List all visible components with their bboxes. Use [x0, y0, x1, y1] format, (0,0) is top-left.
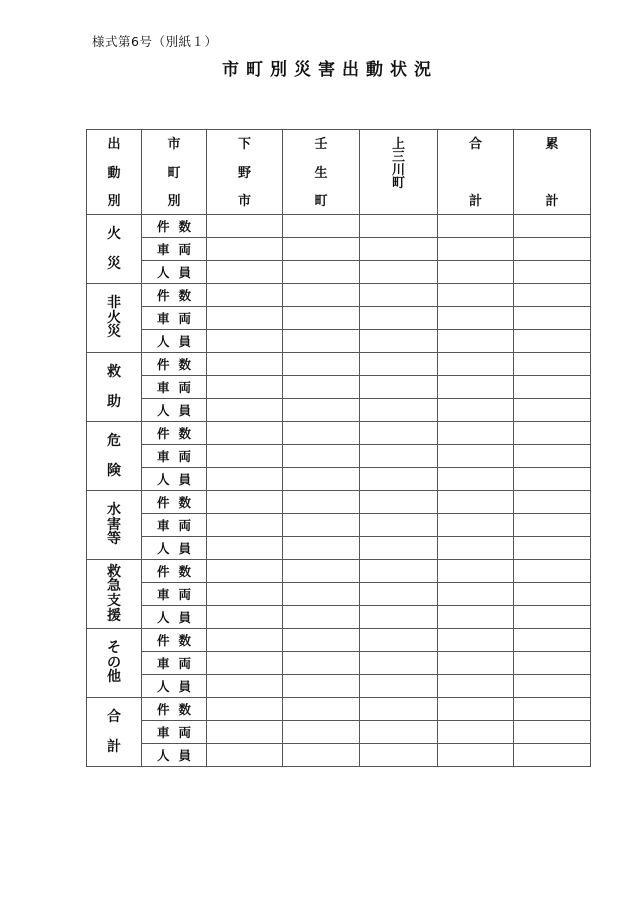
header-char: 三: [391, 150, 405, 165]
category-label: [87, 426, 141, 486]
table-row: [87, 468, 591, 491]
muni-0-stack: [207, 130, 282, 214]
value-cell[interactable]: [283, 606, 360, 629]
sub-row-label: 件数: [142, 353, 207, 376]
value-cell[interactable]: [514, 698, 591, 721]
value-cell[interactable]: [514, 721, 591, 744]
value-cell[interactable]: [360, 491, 438, 514]
value-cell[interactable]: [283, 307, 360, 330]
value-cell[interactable]: [207, 284, 283, 307]
value-cell[interactable]: [360, 284, 438, 307]
table-row: [87, 744, 591, 767]
header-shimotsuke: [207, 130, 283, 215]
header-total: [438, 130, 514, 215]
value-cell[interactable]: [360, 445, 438, 468]
value-cell[interactable]: [283, 399, 360, 422]
form-label: 様式第6号（別紙１）: [92, 34, 218, 49]
table-row: [87, 261, 591, 284]
table-row: [87, 514, 591, 537]
header-char: 野: [237, 165, 251, 181]
header-kaminokawa: [360, 130, 438, 215]
value-cell[interactable]: [283, 537, 360, 560]
value-cell[interactable]: [283, 215, 360, 238]
category-cell: [87, 698, 142, 767]
value-cell[interactable]: [360, 238, 438, 261]
table-row: [87, 583, 591, 606]
value-cell[interactable]: [360, 330, 438, 353]
value-cell[interactable]: [360, 537, 438, 560]
sub-row-label: 車両: [142, 307, 207, 330]
value-cell[interactable]: [360, 422, 438, 445]
sub-row-label: 車両: [142, 514, 207, 537]
value-cell[interactable]: [360, 376, 438, 399]
sub-row-label: 人員: [142, 606, 207, 629]
table-row: [87, 537, 591, 560]
category-char: 等: [107, 531, 121, 548]
value-cell[interactable]: [514, 376, 591, 399]
header-char: 市: [237, 194, 251, 209]
header-char: 町: [167, 165, 181, 181]
value-cell[interactable]: [514, 468, 591, 491]
muni-2-stack: [360, 130, 437, 214]
sub-row-label: 件数: [142, 215, 207, 238]
header-char: 出: [107, 137, 121, 152]
value-cell[interactable]: [207, 721, 283, 744]
category-label: [87, 641, 141, 685]
category-char: 支: [107, 593, 121, 609]
sub-row-label: 人員: [142, 744, 207, 767]
category-cell: [87, 560, 142, 629]
value-cell[interactable]: [438, 698, 514, 721]
cumulative-header-stack: [514, 130, 590, 214]
header-mibu: [283, 130, 360, 215]
table-row: [87, 606, 591, 629]
value-cell[interactable]: [514, 537, 591, 560]
value-cell[interactable]: [360, 514, 438, 537]
sub-row-label: 人員: [142, 468, 207, 491]
value-cell[interactable]: [360, 560, 438, 583]
value-cell[interactable]: [360, 744, 438, 767]
category-label: [87, 702, 141, 762]
value-cell[interactable]: [514, 399, 591, 422]
table-row: [87, 698, 591, 721]
value-cell[interactable]: [360, 215, 438, 238]
table-row: [87, 215, 591, 238]
value-cell[interactable]: [438, 514, 514, 537]
value-cell[interactable]: [207, 652, 283, 675]
sub-row-label: 車両: [142, 445, 207, 468]
table-row: [87, 491, 591, 514]
value-cell[interactable]: [514, 514, 591, 537]
sub-row-label: 人員: [142, 537, 207, 560]
value-cell[interactable]: [438, 721, 514, 744]
table-row: [87, 353, 591, 376]
value-cell[interactable]: [207, 330, 283, 353]
value-cell[interactable]: [438, 399, 514, 422]
category-char: 合: [107, 709, 121, 725]
category-char: 急: [107, 578, 121, 595]
header-char: 壬: [314, 137, 328, 152]
value-cell[interactable]: [438, 307, 514, 330]
sub-row-label: 車両: [142, 238, 207, 261]
value-cell[interactable]: [207, 698, 283, 721]
category-cell: [87, 491, 142, 560]
value-cell[interactable]: [283, 353, 360, 376]
table-row: [87, 675, 591, 698]
category-cell: [87, 215, 142, 284]
value-cell[interactable]: [360, 652, 438, 675]
value-cell[interactable]: [514, 445, 591, 468]
category-char: 救: [107, 364, 121, 380]
category-char: 害: [107, 516, 121, 533]
value-cell[interactable]: [283, 445, 360, 468]
value-cell[interactable]: [283, 491, 360, 514]
category-char: 火: [107, 226, 121, 242]
value-cell[interactable]: [207, 560, 283, 583]
value-cell[interactable]: [438, 238, 514, 261]
value-cell[interactable]: [438, 675, 514, 698]
category-cell: [87, 422, 142, 491]
value-cell[interactable]: [207, 376, 283, 399]
category-cell: [87, 284, 142, 353]
value-cell[interactable]: [283, 698, 360, 721]
category-label: [87, 503, 141, 547]
header-char: 累: [545, 137, 559, 152]
value-cell[interactable]: [438, 560, 514, 583]
value-cell[interactable]: [360, 261, 438, 284]
value-cell[interactable]: [360, 307, 438, 330]
category-label: [87, 357, 141, 417]
value-cell[interactable]: [283, 376, 360, 399]
header-char: 合: [468, 137, 482, 152]
value-cell[interactable]: [207, 629, 283, 652]
value-cell[interactable]: [438, 215, 514, 238]
col2-header-stack: [142, 130, 206, 214]
category-char: そ: [107, 639, 121, 656]
table-row: [87, 652, 591, 675]
value-cell[interactable]: [207, 399, 283, 422]
sub-row-label: 件数: [142, 422, 207, 445]
value-cell[interactable]: [207, 675, 283, 698]
value-cell[interactable]: [360, 721, 438, 744]
category-char: 災: [107, 324, 121, 341]
value-cell[interactable]: [514, 330, 591, 353]
value-cell[interactable]: [360, 629, 438, 652]
total-header-stack: [438, 130, 513, 214]
table-row: [87, 238, 591, 261]
value-cell[interactable]: [283, 675, 360, 698]
sub-row-label: 車両: [142, 376, 207, 399]
value-cell[interactable]: [438, 422, 514, 445]
header-char: 別: [167, 194, 181, 209]
value-cell[interactable]: [360, 675, 438, 698]
sub-row-label: 件数: [142, 491, 207, 514]
value-cell[interactable]: [438, 583, 514, 606]
category-char: 他: [107, 669, 121, 686]
value-cell[interactable]: [283, 629, 360, 652]
value-cell[interactable]: [207, 514, 283, 537]
category-char: 救: [107, 563, 121, 580]
sub-row-label: 件数: [142, 629, 207, 652]
table-row: [87, 629, 591, 652]
value-cell[interactable]: [514, 675, 591, 698]
value-cell[interactable]: [438, 284, 514, 307]
value-cell[interactable]: [438, 744, 514, 767]
value-cell[interactable]: [207, 537, 283, 560]
value-cell[interactable]: [514, 307, 591, 330]
category-cell: [87, 629, 142, 698]
header-dispatch-type: [87, 130, 142, 215]
value-cell[interactable]: [514, 606, 591, 629]
value-cell[interactable]: [514, 261, 591, 284]
header-char: 計: [468, 194, 482, 209]
header-char: 生: [314, 165, 328, 181]
category-char: 水: [107, 501, 121, 518]
table-row: [87, 721, 591, 744]
table-row: [87, 376, 591, 399]
category-char: 災: [107, 256, 121, 272]
value-cell[interactable]: [514, 353, 591, 376]
sub-row-label: 人員: [142, 675, 207, 698]
value-cell[interactable]: [438, 376, 514, 399]
value-cell[interactable]: [514, 560, 591, 583]
header-char: 別: [107, 194, 121, 209]
category-char: 険: [107, 463, 121, 479]
category-char: 助: [107, 394, 121, 410]
header-char: 動: [107, 165, 121, 181]
value-cell[interactable]: [283, 284, 360, 307]
category-label: [87, 296, 141, 340]
sub-row-label: 車両: [142, 721, 207, 744]
table-row: [87, 330, 591, 353]
table-row: [87, 422, 591, 445]
value-cell[interactable]: [283, 560, 360, 583]
value-cell[interactable]: [283, 238, 360, 261]
value-cell[interactable]: [207, 238, 283, 261]
value-cell[interactable]: [207, 491, 283, 514]
value-cell[interactable]: [514, 652, 591, 675]
sub-row-label: 件数: [142, 698, 207, 721]
value-cell[interactable]: [283, 721, 360, 744]
value-cell[interactable]: [283, 514, 360, 537]
table-row: [87, 560, 591, 583]
value-cell[interactable]: [438, 491, 514, 514]
category-char: 援: [107, 607, 121, 624]
sub-row-label: 件数: [142, 284, 207, 307]
header-char: 町: [391, 176, 405, 191]
value-cell[interactable]: [514, 215, 591, 238]
value-cell[interactable]: [438, 330, 514, 353]
category-cell: [87, 353, 142, 422]
value-cell[interactable]: [283, 261, 360, 284]
table-body: [87, 215, 591, 767]
value-cell[interactable]: [514, 422, 591, 445]
value-cell[interactable]: [514, 744, 591, 767]
header-char: 川: [391, 163, 405, 178]
value-cell[interactable]: [360, 698, 438, 721]
value-cell[interactable]: [283, 468, 360, 491]
value-cell[interactable]: [207, 215, 283, 238]
value-cell[interactable]: [438, 537, 514, 560]
value-cell[interactable]: [207, 307, 283, 330]
value-cell[interactable]: [207, 468, 283, 491]
value-cell[interactable]: [207, 606, 283, 629]
header-row: [87, 130, 591, 215]
value-cell[interactable]: [514, 491, 591, 514]
value-cell[interactable]: [360, 606, 438, 629]
value-cell[interactable]: [283, 744, 360, 767]
header-cumulative: [514, 130, 591, 215]
category-char: 火: [107, 309, 121, 326]
sub-row-label: 車両: [142, 583, 207, 606]
value-cell[interactable]: [283, 330, 360, 353]
value-cell[interactable]: [438, 445, 514, 468]
value-cell[interactable]: [360, 399, 438, 422]
muni-1-stack: [283, 130, 359, 214]
value-cell[interactable]: [207, 261, 283, 284]
sub-row-label: 車両: [142, 652, 207, 675]
value-cell[interactable]: [283, 652, 360, 675]
table-row: [87, 307, 591, 330]
value-cell[interactable]: [438, 468, 514, 491]
value-cell[interactable]: [283, 422, 360, 445]
table-row: [87, 445, 591, 468]
value-cell[interactable]: [438, 606, 514, 629]
category-label: [87, 565, 141, 624]
category-char: 非: [107, 294, 121, 311]
value-cell[interactable]: [360, 583, 438, 606]
value-cell[interactable]: [360, 353, 438, 376]
table-row: [87, 399, 591, 422]
value-cell[interactable]: [438, 261, 514, 284]
header-char: 計: [545, 194, 559, 209]
value-cell[interactable]: [207, 445, 283, 468]
category-label: [87, 219, 141, 279]
table-row: [87, 284, 591, 307]
value-cell[interactable]: [514, 238, 591, 261]
value-cell[interactable]: [207, 422, 283, 445]
value-cell[interactable]: [207, 353, 283, 376]
value-cell[interactable]: [360, 468, 438, 491]
value-cell[interactable]: [438, 629, 514, 652]
dispatch-table: [86, 129, 591, 767]
col1-header-stack: [87, 130, 141, 214]
value-cell[interactable]: [283, 583, 360, 606]
sub-row-label: 人員: [142, 261, 207, 284]
category-char: の: [107, 654, 121, 671]
header-char: 下: [237, 137, 251, 152]
header-municipality: [142, 130, 207, 215]
value-cell[interactable]: [207, 744, 283, 767]
category-char: 危: [107, 433, 121, 449]
category-char: 計: [107, 739, 121, 755]
page-title: 市町別災害出動状況: [222, 60, 438, 80]
header-char: 上: [391, 137, 405, 152]
value-cell[interactable]: [438, 353, 514, 376]
sub-row-label: 人員: [142, 399, 207, 422]
header-char: 町: [314, 194, 328, 209]
value-cell[interactable]: [514, 284, 591, 307]
header-char: 市: [167, 137, 181, 152]
sub-row-label: 件数: [142, 560, 207, 583]
value-cell[interactable]: [438, 652, 514, 675]
value-cell[interactable]: [514, 629, 591, 652]
value-cell[interactable]: [207, 583, 283, 606]
sub-row-label: 人員: [142, 330, 207, 353]
value-cell[interactable]: [514, 583, 591, 606]
